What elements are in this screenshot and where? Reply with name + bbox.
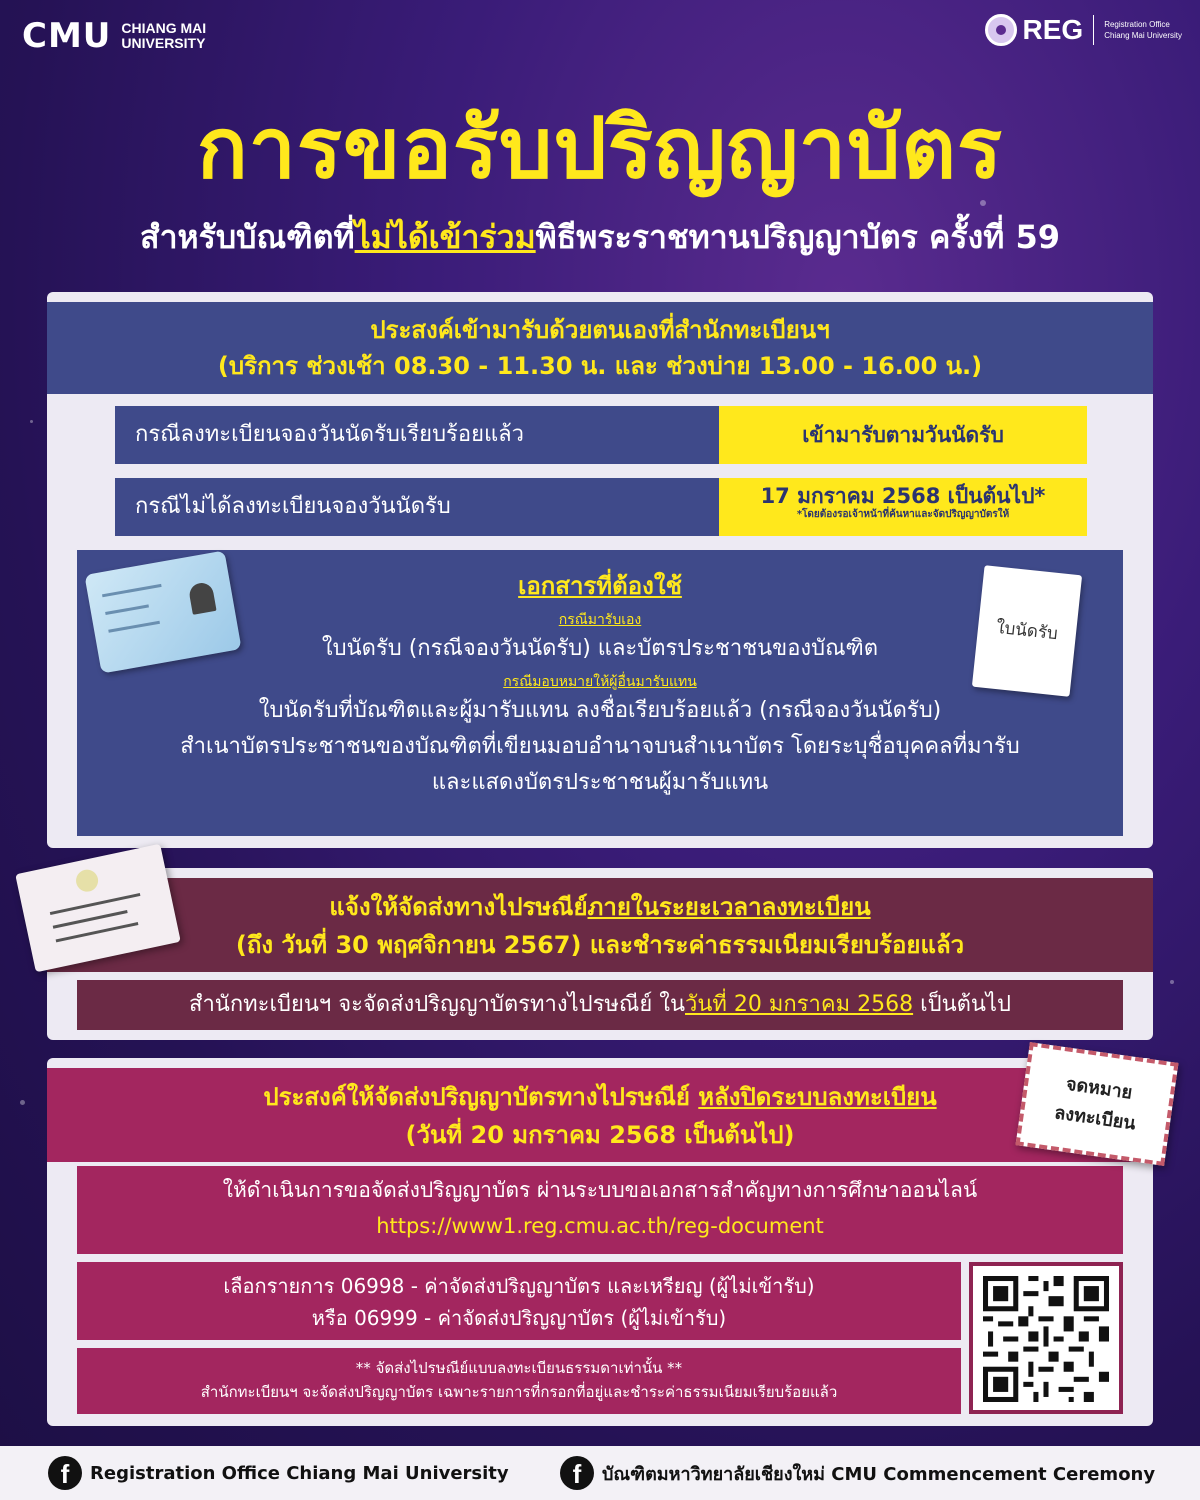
docs-proxy-line3: และแสดงบัตรประชาชนผู้มารับแทน [431,770,769,795]
appointment-slip-icon: ใบนัดรับ [972,565,1082,697]
facebook-link-registration-office[interactable] [48,1456,509,1490]
reg-seal-icon [985,14,1017,46]
reg-mark: REG [1022,14,1084,45]
id-card-line [105,604,149,615]
reg-divider [1093,15,1094,45]
case-not-booked-value [719,478,1087,536]
online-request-row [77,1166,1123,1254]
heading-line1-pre: ประสงค์ให้จัดส่งปริญญาบัตรทางไปรษณีย์ [263,1083,699,1111]
cmu-name [121,21,206,51]
section-post-after-registration-heading [47,1068,1153,1162]
online-request-text: ให้ดำเนินการขอจัดส่งปริญญาบัตร ผ่านระบบขอเอกสารสำคัญทางการศึกษาออนไลน์ [222,1178,978,1202]
delivery-note-row [77,1348,961,1414]
note-line2: สำนักทะเบียนฯ จะจัดส่งปริญญาบัตร เฉพาะรายการที่กรอกที่อยู่และชำระค่าธรรมเนียมเรียบร้อยแล้ว [200,1383,838,1401]
subtitle-post: พิธีพระราชทานปริญญาบัตร ครั้งที่ 59 [535,218,1060,256]
section-post-in-registration-heading [47,878,1153,972]
docs-proxy-line2: สำเนาบัตรประชาชนของบัณฑิตที่เขียนมอบอำนาจบนสำเนาบัตร โดยระบุชื่อบุคคลที่มารับ [180,734,1020,759]
subtitle-highlight: ไม่ได้เข้าร่วม [354,218,536,256]
section-post-after-registration [47,1058,1153,1426]
heading-line1-highlight: หลังปิดระบบลงทะเบียน [698,1083,937,1111]
post-delivery-row [77,980,1123,1030]
id-card-line [102,584,162,597]
registered-mail-stamp-icon [1015,1042,1178,1166]
page-title: การขอรับปริญญาบัตร [196,99,1004,197]
item-line2: หรือ 06999 - ค่าจัดส่งปริญญาบัตร (ผู้ไม่เข้ารับ) [311,1306,727,1330]
facebook-icon: f [560,1456,594,1490]
heading-line1 [47,888,1153,926]
cmu-name-line1: CHIANG MAI [121,20,207,36]
docs-proxy-heading: กรณีมอบหมายให้ผู้อื่นมารับแทน [503,674,697,690]
case-booked-value: เข้ามารับตามวันนัดรับ [719,406,1087,464]
letter-stamp [74,868,100,894]
stamp-line1: จดหมาย [1064,1073,1134,1104]
section-self-pickup-heading [47,302,1153,394]
heading-line1-pre: แจ้งให้จัดส่งทางไปรษณีย์ [329,893,588,921]
footer [0,1446,1200,1500]
case-not-booked-note: *โดยต้องรอเจ้าหน้าที่ค้นหาและจัดปริญญาบัตรให้ [796,509,1010,520]
reg-sub-line1: Registration Office [1104,20,1170,29]
docs-title: เอกสารที่ต้องใช้ [518,572,682,600]
reg-sub-line2: Chiang Mai University [1104,31,1182,40]
post-delivery-pre: สำนักทะเบียนฯ จะจัดส่งปริญญาบัตรทางไปรษณีย์ ใน [189,992,686,1017]
heading-line1: ประสงค์เข้ามารับด้วยตนเองที่สำนักทะเบียนฯ [370,316,830,344]
case-booked-row [115,406,1087,464]
sparkle [30,420,33,423]
case-not-booked-label: กรณีไม่ได้ลงทะเบียนจองวันนัดรับ [135,494,451,519]
cmu-name-line2: UNIVERSITY [121,35,206,51]
reg-document-link[interactable]: https://www1.reg.cmu.ac.th/reg-document [376,1214,824,1238]
case-booked-label: กรณีลงทะเบียนจองวันนัดรับเรียบร้อยแล้ว [135,422,524,447]
note-line1: ** จัดส่งไปรษณีย์แบบลงทะเบียนธรรมดาเท่านั้น ** [355,1359,683,1377]
heading-line2: (วันที่ 20 มกราคม 2568 เป็นต้นไป) [405,1121,795,1149]
qr-code[interactable] [969,1262,1123,1414]
reg-subtitle [1104,19,1182,41]
heading-line2: (ถึง วันที่ 30 พฤศจิกายน 2567) และชำระค่าธรรมเนียมเรียบร้อยแล้ว [235,931,965,959]
item-line1: เลือกรายการ 06998 - ค่าจัดส่งปริญญาบัตร และเหรียญ (ผู้ไม่เข้ารับ) [223,1274,815,1298]
post-delivery-date: วันที่ 20 มกราคม 2568 [685,992,914,1017]
post-delivery-post: เป็นต้นไป [913,992,1011,1017]
facebook-page-name: Registration Office Chiang Mai University [90,1462,509,1484]
facebook-icon: f [48,1456,82,1490]
facebook-page-name: บัณฑิตมหาวิทยาลัยเชียงใหม่ CMU Commencement Ceremony [602,1463,1156,1485]
heading-line1 [47,1078,1153,1116]
id-card-line [108,621,160,633]
facebook-link-commencement[interactable] [560,1456,1155,1490]
subtitle-pre: สำหรับบัณฑิตที่ [140,218,355,256]
case-not-booked-row [115,478,1087,536]
sparkle [20,1100,25,1105]
item-selection-row [77,1262,961,1340]
stamp-line2: ลงทะเบียน [1053,1102,1137,1135]
page-subtitle [0,212,1200,263]
cmu-mark: CMU [22,16,112,56]
qr-code-graphic [983,1276,1109,1402]
docs-self-text: ใบนัดรับ (กรณีจองวันนัดรับ) และบัตรประชาชนของบัณฑิต [321,636,879,661]
cmu-logo [22,16,206,56]
sparkle [1170,980,1174,984]
required-documents [77,550,1123,836]
reg-logo [985,14,1183,46]
docs-proxy-line1: ใบนัดรับที่บัณฑิตและผู้มารับแทน ลงชื่อเรียบร้อยแล้ว (กรณีจองวันนัดรับ) [258,698,942,723]
id-card-photo [188,581,217,615]
case-not-booked-date: 17 มกราคม 2568 เป็นต้นไป* [760,484,1046,508]
docs-self-heading: กรณีมารับเอง [558,612,642,628]
section-post-in-registration [47,868,1153,1040]
heading-line1-highlight: ภายในระยะเวลาลงทะเบียน [587,893,871,921]
heading-line2: (บริการ ช่วงเช้า 08.30 - 11.30 น. และ ช่วงบ่าย 13.00 - 16.00 น.) [217,352,983,380]
